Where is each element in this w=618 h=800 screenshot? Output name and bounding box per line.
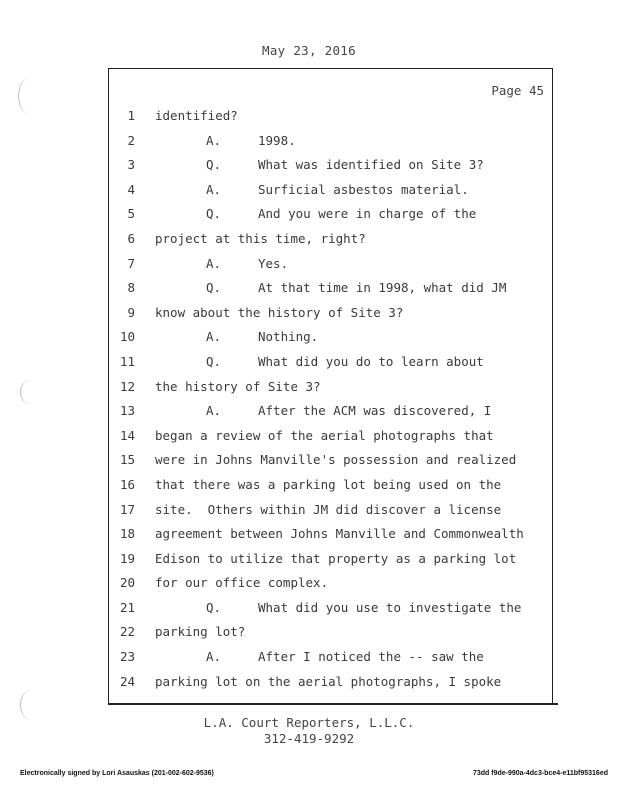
line-number: 6 (127, 230, 135, 246)
line-content: Yes. (258, 255, 289, 271)
transcript-line (109, 596, 554, 621)
line-text (155, 522, 524, 547)
transcript-line (109, 325, 554, 350)
line-text (206, 399, 491, 424)
line-number: 21 (119, 599, 135, 615)
line-content: identified? (155, 108, 238, 123)
line-number: 20 (119, 575, 135, 591)
line-content: for our office complex. (155, 575, 329, 591)
transcript-line (109, 202, 554, 227)
line-number: 9 (127, 304, 135, 320)
line-text (206, 202, 476, 227)
line-number: 24 (119, 673, 135, 689)
line-number: 18 (119, 526, 135, 542)
line-content: were in Johns Manville's possession and realized (155, 452, 517, 468)
line-number: 8 (127, 280, 135, 296)
line-number: 23 (119, 649, 135, 665)
transcript-line (109, 178, 554, 203)
line-number: 16 (119, 476, 135, 492)
line-content: At that time in 1998, what did JM (258, 280, 507, 296)
line-content: began a review of the aerial photographs that (155, 427, 494, 443)
line-content: Edison to utilize that property as a parking lot (155, 550, 517, 566)
transcript-line (109, 498, 554, 523)
line-text (155, 375, 321, 400)
line-content: What was identified on Site 3? (258, 157, 484, 173)
page-number: Page 45 (491, 83, 544, 98)
footer-company: L.A. Court Reporters, L.L.C. (203, 715, 415, 730)
transcript-line (109, 350, 554, 375)
line-content: And you were in charge of the (258, 206, 477, 222)
line-number: 4 (127, 181, 135, 197)
line-number: 19 (119, 550, 135, 566)
line-text (206, 350, 484, 375)
answer-marker: A. (206, 132, 222, 148)
transcript-line (109, 670, 554, 695)
line-number: 12 (119, 378, 135, 394)
question-marker: Q. (206, 599, 222, 615)
transcript-line (109, 153, 554, 178)
transcript-line (109, 227, 554, 252)
line-text (206, 276, 506, 301)
line-text (155, 104, 238, 129)
frame-bottom-rule (108, 703, 558, 705)
transcript-line (109, 547, 554, 572)
line-number: 15 (119, 452, 135, 468)
line-number: 3 (127, 157, 135, 173)
footer-phone: 312-419-9292 (263, 731, 355, 746)
line-text (206, 129, 296, 154)
answer-marker: A. (206, 649, 222, 665)
answer-marker: A. (206, 255, 222, 271)
line-number: 14 (119, 427, 135, 443)
answer-marker: A. (206, 403, 222, 419)
line-number: 13 (119, 403, 135, 419)
line-content: 1998. (258, 132, 296, 148)
line-text (155, 424, 494, 449)
transcript-line (109, 399, 554, 424)
line-content: After I noticed the -- saw the (258, 649, 484, 665)
line-content: Nothing. (258, 329, 319, 345)
line-content: After the ACM was discovered, I (258, 403, 492, 419)
line-number: 7 (127, 255, 135, 271)
question-marker: Q. (206, 157, 222, 173)
line-text (155, 227, 366, 252)
transcript-line (109, 252, 554, 277)
line-number: 11 (119, 353, 135, 369)
line-text (206, 252, 288, 277)
line-text (155, 620, 245, 645)
line-text (155, 547, 516, 572)
line-number: 17 (119, 501, 135, 517)
transcript-date: May 23, 2016 (262, 43, 356, 58)
line-content: site. Others within JM did discover a license (155, 501, 502, 517)
line-text (206, 153, 484, 178)
transcript-line (109, 276, 554, 301)
line-text (206, 325, 318, 350)
line-text (206, 645, 484, 670)
line-text (155, 670, 501, 695)
line-content: What did you use to investigate the (258, 599, 522, 615)
line-content: Surficial asbestos material. (258, 181, 469, 197)
line-number: 10 (119, 329, 135, 345)
answer-marker: A. (206, 329, 222, 345)
punch-hole-mark (18, 78, 41, 114)
line-content: parking lot? (155, 624, 246, 640)
line-text (155, 498, 501, 523)
line-number: 5 (127, 206, 135, 222)
transcript-line (109, 301, 554, 326)
transcript-line (109, 424, 554, 449)
transcript-page-frame (108, 68, 553, 704)
electronic-signature: Electronically signed by Lori Asauskas (201-002-602-9536) (20, 770, 214, 777)
line-text (155, 448, 516, 473)
line-number: 2 (127, 132, 135, 148)
transcript-lines (109, 104, 554, 694)
transcript-line (109, 473, 554, 498)
transcript-line (109, 129, 554, 154)
transcript-line (109, 620, 554, 645)
line-text (155, 473, 501, 498)
line-content: project at this time, right? (155, 230, 366, 246)
question-marker: Q. (206, 353, 222, 369)
line-text (155, 571, 328, 596)
transcript-line (109, 375, 554, 400)
question-marker: Q. (206, 206, 222, 222)
signature-hash: 73dd f9de-990a-4dc3-bce4-e11bf95316ed (472, 770, 608, 777)
line-content: the history of Site 3? (155, 378, 321, 394)
question-marker: Q. (206, 280, 222, 296)
line-text (155, 301, 403, 326)
line-number: 1 (127, 108, 135, 123)
transcript-line (109, 571, 554, 596)
line-text (206, 178, 469, 203)
line-content: agreement between Johns Manville and Commonwealth (155, 526, 524, 542)
transcript-line (109, 104, 554, 129)
punch-hole-mark (20, 380, 39, 404)
line-content: know about the history of Site 3? (155, 304, 404, 320)
transcript-line (109, 522, 554, 547)
transcript-line (109, 448, 554, 473)
transcript-line (109, 645, 554, 670)
line-content: parking lot on the aerial photographs, I spoke (155, 673, 502, 689)
line-number: 22 (119, 624, 135, 640)
line-text (206, 596, 521, 621)
answer-marker: A. (206, 181, 222, 197)
line-content: that there was a parking lot being used on the (155, 476, 502, 492)
line-content: What did you do to learn about (258, 353, 484, 369)
